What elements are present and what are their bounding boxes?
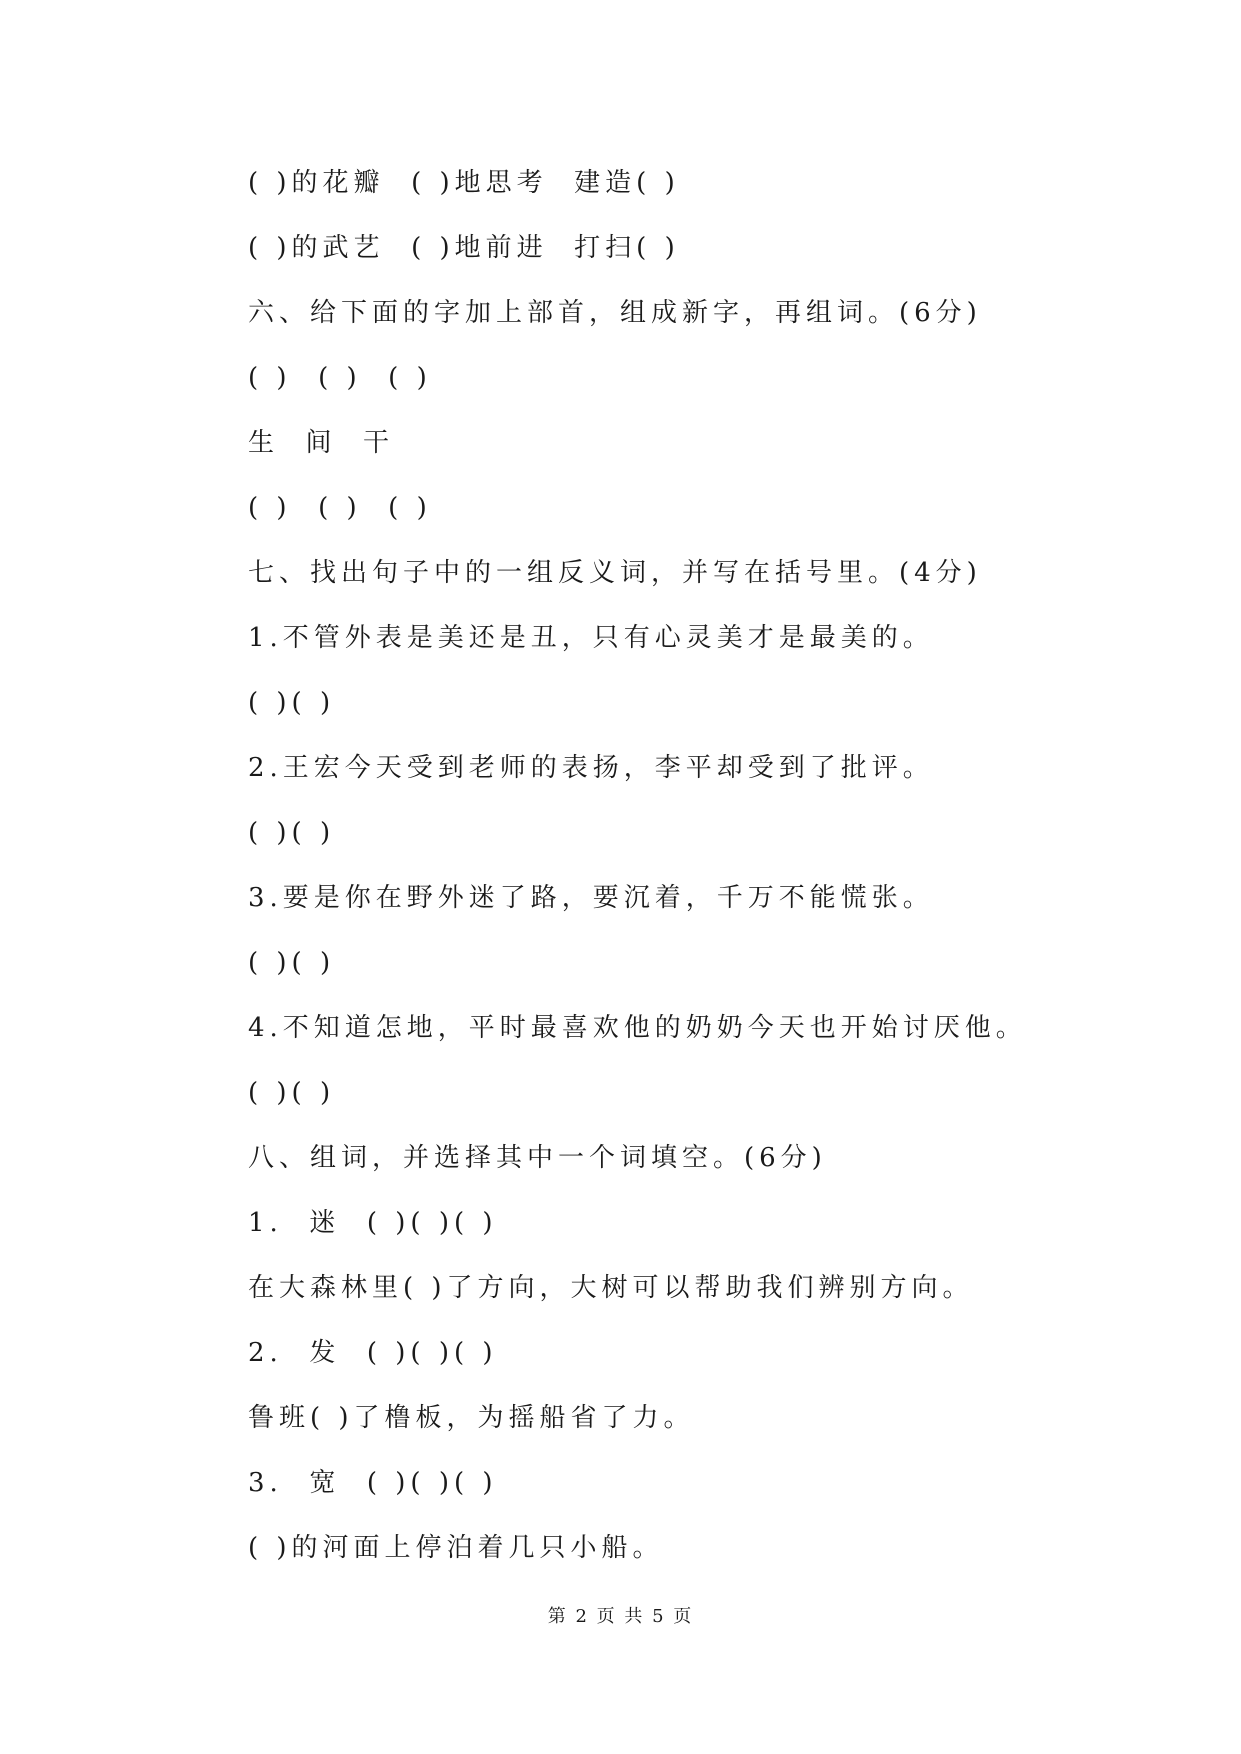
word-group-row: 1. 迷 ( )( )( ) <box>248 1208 498 1238</box>
word-group-row: 3. 宽 ( )( )( ) <box>248 1468 498 1498</box>
section-heading-seven: 七、找出句子中的一组反义词，并写在括号里。(4分) <box>248 558 982 588</box>
document-body <box>248 158 1148 1588</box>
answer-blanks: ( )( ) <box>248 1078 336 1108</box>
blank-row: ( ) ( ) ( ) <box>248 363 432 393</box>
answer-blanks: ( )( ) <box>248 818 336 848</box>
fill-in-sentence: 在大森林里( )了方向，大树可以帮助我们辨别方向。 <box>248 1273 974 1303</box>
fill-in-line: ( )的花瓣 ( )地思考 建造( ) <box>248 168 680 198</box>
page-number: 第 2 页 共 5 页 <box>547 1606 694 1627</box>
question-sentence: 4.不知道怎地，平时最喜欢他的奶奶今天也开始讨厌他。 <box>248 1013 1027 1043</box>
question-sentence: 2.王宏今天受到老师的表扬，李平却受到了批评。 <box>248 753 934 783</box>
word-group-row: 2. 发 ( )( )( ) <box>248 1338 498 1368</box>
fill-in-line: ( )的武艺 ( )地前进 打扫( ) <box>248 233 680 263</box>
section-heading-six: 六、给下面的字加上部首，组成新字，再组词。(6分) <box>248 298 982 328</box>
blank-row: ( ) ( ) ( ) <box>248 493 432 523</box>
question-sentence: 1.不管外表是美还是丑，只有心灵美才是最美的。 <box>248 623 934 653</box>
character-row: 生 间 干 <box>248 428 395 458</box>
section-heading-eight: 八、组词，并选择其中一个词填空。(6分) <box>248 1143 827 1173</box>
fill-in-sentence: ( )的河面上停泊着几只小船。 <box>248 1533 664 1563</box>
question-sentence: 3.要是你在野外迷了路，要沉着，千万不能慌张。 <box>248 883 934 913</box>
answer-blanks: ( )( ) <box>248 688 336 718</box>
fill-in-sentence: 鲁班( )了橹板，为摇船省了力。 <box>248 1403 695 1433</box>
answer-blanks: ( )( ) <box>248 948 336 978</box>
